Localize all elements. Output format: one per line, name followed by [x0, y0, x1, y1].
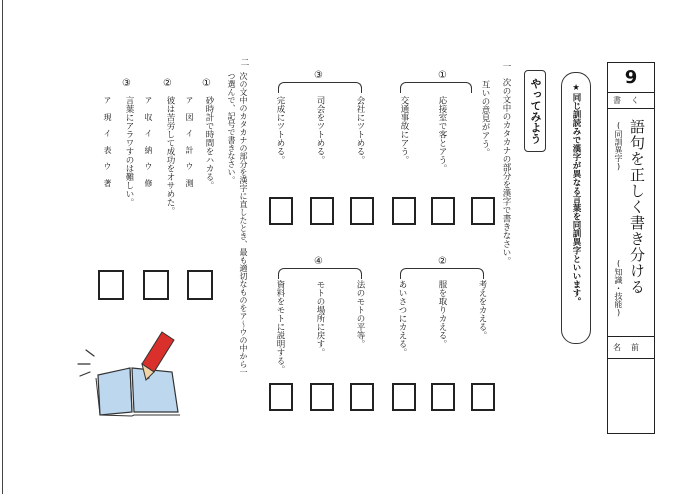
group1-bracket — [400, 82, 472, 93]
group4-item-0: 法のモトの平等。 — [355, 280, 365, 348]
worksheet-title: 語句を正しく書き分ける — [628, 119, 646, 295]
answer-box-1c[interactable] — [392, 197, 416, 225]
page-left-border — [2, 0, 3, 494]
note-text: ★同じ訓読みで漢字が異なる言葉を同訓異字といいます。 — [571, 83, 581, 306]
name-label: 名前 — [608, 337, 654, 359]
group4-mark: ④ — [314, 256, 323, 267]
answer-box-1b[interactable] — [431, 197, 455, 225]
q1-mark: ① — [202, 78, 211, 89]
answer-box-3a[interactable] — [350, 197, 374, 225]
header-panel — [607, 62, 655, 434]
group1-item-0: 交通事故にアう。 — [399, 96, 409, 164]
section2-instruction-2: つ選んで、記号で書きなさい。 — [227, 72, 236, 184]
category-label: 書く — [608, 93, 654, 109]
group1-item-1: 応接室で客とアう。 — [437, 96, 447, 173]
q1-sentence: 砂時計で時間をハカる。 — [204, 96, 214, 190]
group3-item-1: 司会をツトめる。 — [315, 96, 325, 164]
group3-item-0: 会社にツトめる。 — [355, 96, 365, 164]
note-bubble — [561, 72, 591, 344]
q2-mark: ② — [163, 78, 172, 89]
group3-bracket — [278, 82, 362, 93]
section1-instruction: 次の文中のカタカナの部分を漢字で書きなさい。 — [501, 78, 511, 265]
q1-options: ア 図 イ 計 ウ 測 — [185, 96, 194, 187]
group2-mark: ② — [438, 256, 447, 267]
group4-item-1: モトの場所に戻す。 — [315, 280, 325, 357]
yatte-miyou-label: やってみよう — [524, 70, 546, 152]
group2-item-2: あいさつにカえる。 — [397, 280, 407, 357]
section1-example: 互いの意見がアう。 — [480, 80, 490, 157]
group4-item-2: 資料をモトに説明する。 — [275, 280, 285, 374]
q3-mark: ③ — [122, 78, 131, 89]
answer-box-q3[interactable] — [98, 270, 124, 300]
answer-box-2a[interactable] — [471, 383, 495, 411]
answer-box-q1[interactable] — [187, 270, 213, 300]
answer-box-1a[interactable] — [471, 197, 495, 225]
name-field[interactable] — [608, 359, 654, 433]
title-area — [608, 109, 654, 337]
q2-options: ア 収 イ 納 ウ 修 — [144, 96, 153, 187]
section2-number: 二 — [239, 58, 249, 67]
answer-box-q2[interactable] — [143, 270, 169, 300]
group3-item-2: 完成にツトめる。 — [275, 96, 285, 164]
section2-instruction-1: 次の文中のカタカナの部分を漢字に直したとき、最も適切なものをア〜ウの中から一 — [239, 72, 248, 376]
q3-sentence: 言葉にアラワすのは難しい。 — [124, 96, 134, 207]
group2-bracket — [400, 268, 484, 279]
answer-box-4c[interactable] — [269, 383, 293, 411]
section1-number: 一 — [501, 62, 511, 71]
pencil-notebook-illustration — [70, 320, 195, 420]
worksheet-tag: (知識・技能) — [614, 259, 623, 317]
lesson-number: 9 — [608, 63, 654, 93]
q3-options: ア 現 イ 表 ウ 著 — [103, 96, 112, 187]
answer-box-2c[interactable] — [392, 383, 416, 411]
answer-box-3b[interactable] — [310, 197, 334, 225]
q2-sentence: 彼は苦労して成功をオサめた。 — [165, 96, 175, 215]
group2-item-0: 考えをカえる。 — [477, 280, 487, 340]
notebook-icon — [96, 368, 180, 416]
answer-box-4a[interactable] — [350, 383, 374, 411]
motion-lines — [78, 350, 94, 376]
worksheet-subtitle: (同訓異字) — [614, 121, 623, 171]
group2-item-1: 服を取りカえる。 — [437, 280, 447, 348]
answer-box-3c[interactable] — [269, 197, 293, 225]
group1-mark: ① — [438, 70, 447, 81]
answer-box-4b[interactable] — [310, 383, 334, 411]
group3-mark: ③ — [314, 70, 323, 81]
answer-box-2b[interactable] — [431, 383, 455, 411]
group4-bracket — [278, 268, 362, 279]
